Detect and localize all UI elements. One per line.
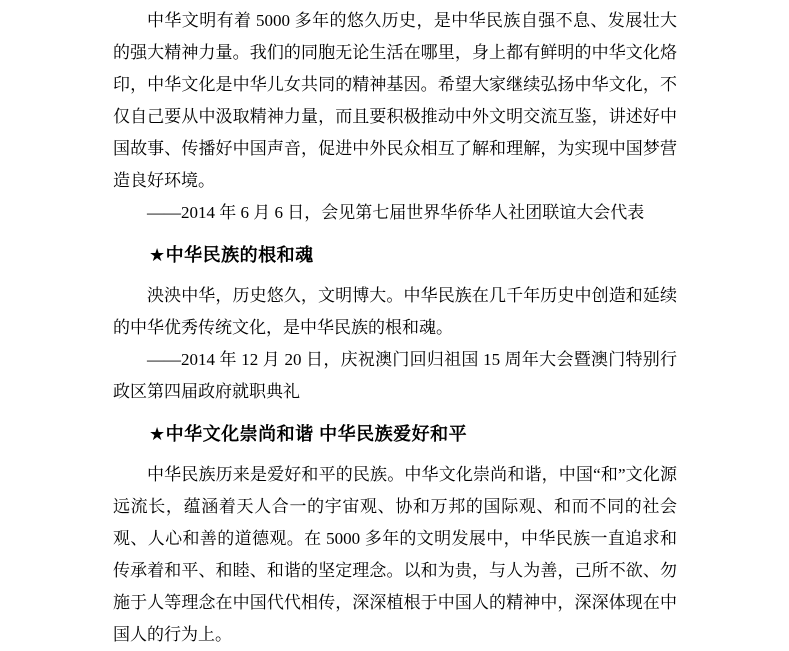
section-heading-root-and-soul (113, 239, 677, 271)
star-icon: ★ (149, 245, 166, 265)
section-heading-label: 中华民族的根和魂 (165, 245, 314, 265)
star-icon: ★ (149, 424, 166, 444)
attribution-overseas-chinese-meeting: ——2014 年 6 月 6 日，会见第七届世界华侨华人社团联谊大会代表 (147, 203, 645, 222)
section-heading-label: 中华文化崇尚和谐 中华民族爱好和平 (165, 424, 468, 444)
paragraph-traditional-culture: 泱泱中华，历史悠久，文明博大。中华民族在几千年历史中创造和延续的中华优秀传统文化，是中华民族的根和魂。 (113, 286, 677, 337)
attribution-macao-anniversary: ——2014 年 12 月 20 日，庆祝澳门回归祖国 15 周年大会暨澳门特别行政区第四届政府就职典礼 (113, 350, 677, 401)
section-heading-harmony-peace (113, 418, 677, 450)
paragraph-civilization-history: 中华文明有着 5000 多年的悠久历史，是中华民族自强不息、发展壮大的强大精神力量。我们的同胞无论生活在哪里，身上都有鲜明的中华文化烙印，中华文化是中华儿女共同的精神基因。希望大家继续弘扬中华文化，不仅自己要从中汲取精神力量，而且要积极推动中外文明交流互鉴，讲述好中国故事、传播好中国声音，促进中外民众相互了解和理解，为实现中国梦营造良好环境。 (113, 11, 677, 190)
paragraph-peace-loving-nation: 中华民族历来是爱好和平的民族。中华文化崇尚和谐，中国“和”文化源远流长，蕴涵着天人合一的宇宙观、协和万邦的国际观、和而不同的社会观、人心和善的道德观。在 5000 多年的文明发展中，中华民族一直追求和传承着和平、和睦、和谐的坚定理念。以和为贵，与人为善，己所不欲、勿施于人等理念在中国代代相传，深深植根于中国人的精神中，深深体现在中国人的行为上。 (113, 465, 677, 644)
